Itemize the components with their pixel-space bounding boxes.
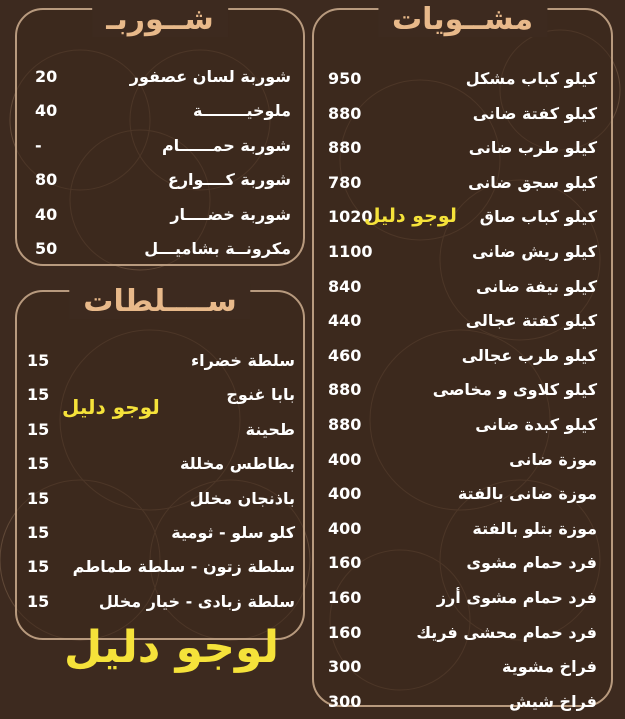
salad-item-name: باذنجان مخلل xyxy=(189,488,295,508)
grill-item xyxy=(314,62,611,96)
soup-item-price: 20 xyxy=(35,67,58,86)
grill-item-name: فرد حمام محشى فريك xyxy=(416,622,597,642)
grill-item xyxy=(314,304,611,338)
grill-item-name: كيلو طرب ضانى xyxy=(468,138,597,158)
soup-item-price: 80 xyxy=(35,170,58,190)
salads-title: ســــلطات xyxy=(69,284,250,319)
grill-item xyxy=(314,685,611,719)
grill-item-name: كيلو سجق ضانى xyxy=(468,172,597,192)
grill-item xyxy=(314,512,611,546)
salad-item-price: 15 xyxy=(27,351,50,370)
soups-title: شــوربـ xyxy=(92,2,228,37)
salads-panel xyxy=(15,284,305,640)
salad-item-price: 15 xyxy=(27,454,50,474)
grill-item-price: 160 xyxy=(328,622,362,642)
grill-item-price: 460 xyxy=(328,345,362,365)
soup-item xyxy=(17,232,303,266)
grill-item-name: موزة بتلو بالفتة xyxy=(472,518,597,538)
grill-item-price: 1020 xyxy=(328,207,373,227)
salad-item-price: 15 xyxy=(27,419,50,439)
grill-item-price: 840 xyxy=(328,276,362,296)
soup-item-price: - xyxy=(35,135,42,155)
salad-item-name: سلطة زتون - سلطة طماطم xyxy=(72,557,295,577)
salad-item xyxy=(17,413,303,447)
grill-item-name: كيلو كفتة ضانى xyxy=(472,103,597,123)
salad-item xyxy=(17,378,303,412)
grills-panel xyxy=(312,2,613,711)
soup-item xyxy=(17,198,303,232)
grill-item-price: 400 xyxy=(328,449,362,469)
soup-item-name: شوربة لسان عصفور xyxy=(129,67,291,86)
grills-title: مشــويات xyxy=(378,2,547,37)
grill-item-price: 880 xyxy=(328,138,362,158)
salad-item-price: 15 xyxy=(27,385,50,405)
grill-item-price: 300 xyxy=(328,657,362,677)
grill-item-name: كيلو طرب عجالى xyxy=(461,345,597,365)
salad-item-name: طحينة xyxy=(245,419,295,439)
grill-item xyxy=(314,270,611,304)
grill-item-price: 400 xyxy=(328,518,362,538)
salad-item-name: كلو سلو - ثومية xyxy=(171,523,295,542)
soup-item-name: شوربة حمــــــام xyxy=(161,135,291,155)
grill-item-name: كيلو كباب صاق xyxy=(479,207,597,227)
soup-item xyxy=(17,163,303,197)
soup-item-name: مكرونــة بشاميـــل xyxy=(144,239,291,258)
grill-item xyxy=(314,408,611,442)
grill-item-price: 160 xyxy=(328,553,362,573)
salad-item-price: 15 xyxy=(27,557,50,577)
grill-item xyxy=(314,235,611,269)
grill-item-name: موزة ضانى xyxy=(509,449,597,469)
soup-item xyxy=(17,60,303,94)
salad-item-name: بابا غنوج xyxy=(226,385,295,405)
grill-item-name: فرد حمام مشوى أرز xyxy=(436,588,597,607)
salad-item-price: 15 xyxy=(27,591,50,611)
watermark-grills: لوجو دليل xyxy=(364,205,457,227)
grill-item-price: 880 xyxy=(328,415,362,434)
grill-item-price: 160 xyxy=(328,588,362,607)
grill-item-name: فرد حمام مشوى xyxy=(466,553,597,573)
soup-item xyxy=(17,129,303,163)
soup-item-price: 50 xyxy=(35,239,58,258)
soup-item-price: 40 xyxy=(35,101,58,121)
grill-item-price: 880 xyxy=(328,103,362,123)
grill-item-price: 1100 xyxy=(328,242,373,261)
grill-item xyxy=(314,616,611,650)
grill-item-name: فراخ مشوية xyxy=(502,657,597,677)
grill-item-name: موزة ضانى بالفتة xyxy=(457,484,597,504)
grill-item xyxy=(314,131,611,165)
soup-item-name: ملوخيــــــــة xyxy=(193,101,291,121)
salad-item xyxy=(17,482,303,516)
grill-item-price: 950 xyxy=(328,69,362,88)
grill-item-name: كيلو كفتة عجالى xyxy=(465,311,597,331)
soup-item xyxy=(17,94,303,128)
salad-item xyxy=(17,550,303,584)
grill-item-name: كيلو نيفة ضانى xyxy=(476,276,597,296)
salad-item xyxy=(17,585,303,619)
grill-item-price: 880 xyxy=(328,380,362,400)
salad-item xyxy=(17,344,303,378)
salad-item xyxy=(17,516,303,550)
grill-item xyxy=(314,581,611,615)
salad-item-name: سلطة خضراء xyxy=(190,351,295,370)
watermark-bottom: لوجو دليل xyxy=(64,622,280,673)
salad-item-name: سلطة زبادى - خيار مخلل xyxy=(98,591,295,611)
soups-panel xyxy=(15,2,305,266)
salad-item xyxy=(17,447,303,481)
salad-item-name: بطاطس مخللة xyxy=(179,454,295,474)
grill-item-name: كيلو كلاوى و مخاصى xyxy=(432,380,597,400)
grill-item-name: كيلو ريش ضانى xyxy=(471,242,597,261)
grill-item xyxy=(314,443,611,477)
grill-item-price: 440 xyxy=(328,311,362,331)
watermark-salads: لوجو دليل xyxy=(62,395,160,419)
grill-item-name: كيلو كباب مشكل xyxy=(465,69,597,88)
grill-item-name: كيلو كبدة ضانى xyxy=(475,415,597,434)
grill-item xyxy=(314,546,611,580)
salad-item-price: 15 xyxy=(27,523,50,542)
grill-item xyxy=(314,339,611,373)
grill-item xyxy=(314,166,611,200)
grill-item xyxy=(314,650,611,684)
grill-item-price: 780 xyxy=(328,172,362,192)
soup-item-name: شوربة خضــــار xyxy=(170,204,291,224)
soup-item-name: شوربة كــــوارع xyxy=(167,170,291,190)
soup-item-price: 40 xyxy=(35,204,58,224)
grill-item xyxy=(314,97,611,131)
grill-item xyxy=(314,200,611,234)
salad-item-price: 15 xyxy=(27,488,50,508)
grill-item xyxy=(314,373,611,407)
grill-item-price: 400 xyxy=(328,484,362,504)
grill-item xyxy=(314,477,611,511)
grill-item-price: 300 xyxy=(328,691,362,711)
grill-item-name: فراخ شيش xyxy=(509,691,597,711)
